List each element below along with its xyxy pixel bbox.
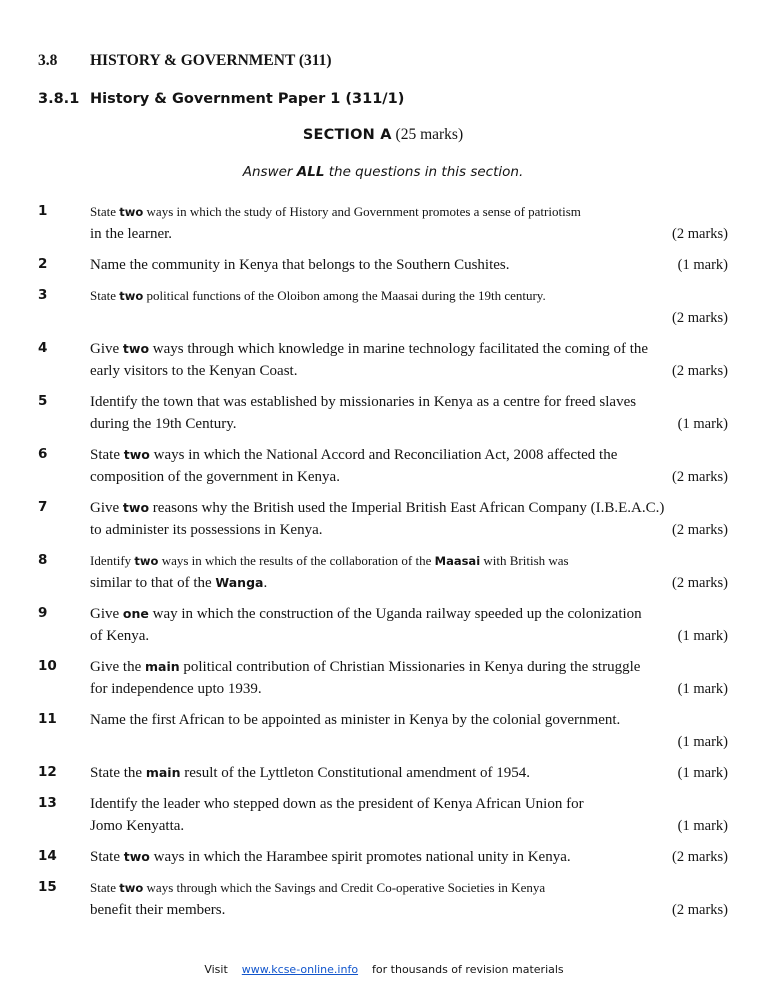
question-text: [90, 338, 720, 360]
question-marks: (2 marks): [672, 522, 728, 538]
question-text: [90, 413, 670, 435]
text-segment: State the: [90, 765, 146, 781]
question-marks: (2 marks): [672, 575, 728, 591]
question-body: [90, 338, 728, 382]
question-line: [90, 762, 728, 784]
question-body: [90, 497, 728, 541]
text-segment: way in which the construction of the Uganda railway speeded up the colonization: [148, 606, 642, 622]
text-segment: composition of the government in Kenya.: [90, 469, 340, 485]
question-text: [90, 254, 670, 276]
emphasized-word: Wanga: [215, 575, 264, 590]
question-number: 11: [38, 711, 57, 727]
question-marks: (1 mark): [677, 416, 728, 432]
question-text: [90, 360, 664, 382]
question-marks: (2 marks): [672, 226, 728, 242]
text-segment: of Kenya.: [90, 628, 150, 644]
question-line: [90, 285, 728, 307]
question-number: 7: [38, 499, 48, 515]
question-text: [90, 625, 670, 647]
instruction-prefix: Answer: [242, 164, 297, 180]
question-line: [90, 625, 728, 647]
section-heading: [38, 52, 728, 70]
instruction-bold-word: ALL: [296, 164, 325, 180]
text-segment: with British was: [480, 553, 569, 568]
question-row: [38, 391, 728, 435]
emphasized-word: two: [122, 341, 150, 356]
emphasized-word: Maasai: [434, 554, 481, 568]
question-body: [90, 603, 728, 647]
question-line: [90, 201, 728, 223]
question-body: [90, 709, 728, 753]
question-number: 3: [38, 287, 48, 303]
question-row: [38, 846, 728, 868]
emphasized-word: one: [122, 606, 149, 621]
emphasized-word: two: [119, 881, 144, 895]
text-segment: ways in which the National Accord and Reconciliation Act, 2008 affected the: [149, 447, 618, 463]
question-body: [90, 254, 728, 276]
paper-heading: [38, 91, 728, 107]
question-body: [90, 550, 728, 594]
question-number: 15: [38, 879, 57, 895]
text-segment: ways through which the Savings and Credit Co-operative Societies in Kenya: [143, 880, 546, 895]
text-segment: Jomo Kenyatta.: [90, 818, 185, 834]
text-segment: State: [90, 880, 120, 895]
question-text: [90, 846, 664, 868]
question-row: [38, 201, 728, 245]
question-line: [90, 550, 728, 572]
question-line: [90, 444, 728, 466]
emphasized-word: main: [145, 765, 181, 780]
question-line: [90, 413, 728, 435]
question-body: [90, 444, 728, 488]
question-row: [38, 497, 728, 541]
question-marks: (2 marks): [672, 902, 728, 918]
questions-list: [38, 201, 728, 921]
question-text: [90, 519, 664, 541]
footer-suffix: for thousands of revision materials: [372, 963, 564, 976]
text-segment: Name the community in Kenya that belongs to the Southern Cushites.: [90, 257, 510, 273]
text-segment: Identify the town that was established by missionaries in Kenya as a centre for freed slaves: [90, 394, 637, 410]
question-body: [90, 762, 728, 784]
text-segment: ways in which the Harambee spirit promotes national unity in Kenya.: [149, 849, 571, 865]
text-segment: political contribution of Christian Missionaries in Kenya during the struggle: [179, 659, 641, 675]
question-row: [38, 793, 728, 837]
question-marks: (1 mark): [677, 257, 728, 273]
text-segment: Give: [90, 606, 123, 622]
instruction-suffix: the questions in this section.: [324, 164, 524, 180]
question-number: 14: [38, 848, 57, 864]
emphasized-word: two: [123, 447, 150, 462]
section-number: 3.8: [38, 52, 58, 69]
question-number: 10: [38, 658, 57, 674]
text-segment: State: [90, 288, 120, 303]
question-text: [90, 762, 670, 784]
question-number: 4: [38, 340, 48, 356]
text-segment: ways through which knowledge in marine technology facilitated the coming of the: [149, 341, 649, 357]
question-text: [90, 550, 720, 572]
question-line: [90, 793, 728, 815]
question-number: 13: [38, 795, 57, 811]
question-row: [38, 762, 728, 784]
question-marks: (1 mark): [677, 818, 728, 834]
text-segment: for independence upto 1939.: [90, 681, 262, 697]
section-a-label: SECTION A: [302, 127, 392, 143]
question-marks: (2 marks): [672, 849, 728, 865]
question-line: [90, 391, 728, 413]
text-segment: result of the Lyttleton Constitutional amendment of 1954.: [180, 765, 531, 781]
text-segment: State: [90, 204, 120, 219]
text-segment: .: [263, 575, 268, 591]
paper-title: History & Government Paper 1 (311/1): [90, 91, 405, 107]
question-row: [38, 550, 728, 594]
question-marks: (1 mark): [677, 628, 728, 644]
question-row: [38, 877, 728, 921]
question-body: [90, 793, 728, 837]
text-segment: State: [90, 447, 124, 463]
question-marks: (1 mark): [677, 765, 728, 781]
question-text: [90, 877, 720, 899]
question-line: [90, 678, 728, 700]
question-body: [90, 285, 728, 329]
text-segment: to administer its possessions in Kenya.: [90, 522, 323, 538]
question-number: 2: [38, 256, 48, 272]
emphasized-word: two: [119, 205, 144, 219]
question-line: [90, 254, 728, 276]
question-text: [90, 201, 720, 223]
text-segment: Identify the leader who stepped down as the president of Kenya African Union for: [90, 796, 584, 812]
question-line: [90, 731, 728, 753]
question-text: [90, 603, 720, 625]
footer-visit-label: Visit: [204, 963, 228, 976]
question-text: [90, 444, 720, 466]
section-a-marks: (25 marks): [395, 126, 464, 143]
section-title: HISTORY & GOVERNMENT (311): [90, 52, 332, 69]
text-segment: Give: [90, 341, 123, 357]
question-text: [90, 285, 720, 307]
question-body: [90, 391, 728, 435]
question-text: [90, 709, 720, 731]
question-row: [38, 656, 728, 700]
question-line: [90, 709, 728, 731]
question-line: [90, 815, 728, 837]
text-segment: political functions of the Oloibon among the Maasai during the 19th century.: [143, 288, 546, 303]
question-body: [90, 656, 728, 700]
question-row: [38, 338, 728, 382]
question-marks: (2 marks): [672, 310, 728, 326]
question-text: [90, 572, 664, 594]
text-segment: similar to that of the: [90, 575, 216, 591]
text-segment: early visitors to the Kenyan Coast.: [90, 363, 298, 379]
question-line: [90, 846, 728, 868]
question-text: [90, 793, 720, 815]
text-segment: benefit their members.: [90, 902, 226, 918]
question-text: [90, 815, 670, 837]
question-line: [90, 899, 728, 921]
text-segment: Name the first African to be appointed as minister in Kenya by the colonial government.: [90, 712, 621, 728]
question-body: [90, 201, 728, 245]
question-number: 9: [38, 605, 48, 621]
question-line: [90, 360, 728, 382]
footer: [0, 963, 768, 976]
question-number: 5: [38, 393, 48, 409]
text-segment: during the 19th Century.: [90, 416, 237, 432]
question-text: [90, 899, 664, 921]
text-segment: ways in which the results of the collaboration of the: [158, 553, 435, 568]
question-body: [90, 846, 728, 868]
text-segment: State: [90, 849, 124, 865]
question-line: [90, 603, 728, 625]
question-number: 1: [38, 203, 48, 219]
question-line: [90, 466, 728, 488]
section-a-heading: [38, 126, 728, 144]
emphasized-word: two: [119, 289, 144, 303]
question-marks: (2 marks): [672, 363, 728, 379]
question-row: [38, 709, 728, 753]
instruction-line: [38, 164, 728, 180]
question-marks: (1 mark): [677, 734, 728, 750]
question-number: 8: [38, 552, 48, 568]
question-text: [90, 656, 720, 678]
question-body: [90, 877, 728, 921]
question-line: [90, 307, 728, 329]
question-text: [90, 391, 720, 413]
text-segment: Give the: [90, 659, 145, 675]
emphasized-word: two: [123, 849, 150, 864]
question-number: 6: [38, 446, 48, 462]
text-segment: Identify: [90, 553, 135, 568]
question-line: [90, 338, 728, 360]
text-segment: Give: [90, 500, 123, 516]
question-text: [90, 466, 664, 488]
question-text: [90, 678, 670, 700]
emphasized-word: main: [144, 659, 180, 674]
question-line: [90, 497, 728, 519]
kcse-online-link[interactable]: www.kcse-online.info: [241, 963, 359, 976]
question-row: [38, 603, 728, 647]
question-row: [38, 444, 728, 488]
question-line: [90, 877, 728, 899]
question-text: [90, 497, 720, 519]
question-line: [90, 223, 728, 245]
question-line: [90, 656, 728, 678]
question-text: [90, 223, 664, 245]
question-number: 12: [38, 764, 57, 780]
paper-number: 3.8.1: [38, 91, 80, 107]
question-row: [38, 254, 728, 276]
emphasized-word: two: [134, 554, 159, 568]
question-line: [90, 572, 728, 594]
text-segment: ways in which the study of History and Government promotes a sense of patriotism: [143, 204, 581, 219]
question-line: [90, 519, 728, 541]
emphasized-word: two: [122, 500, 150, 515]
text-segment: in the learner.: [90, 226, 173, 242]
question-marks: (2 marks): [672, 469, 728, 485]
question-marks: (1 mark): [677, 681, 728, 697]
question-row: [38, 285, 728, 329]
text-segment: reasons why the British used the Imperial British East African Company (I.B.E.A.C.): [149, 500, 665, 516]
